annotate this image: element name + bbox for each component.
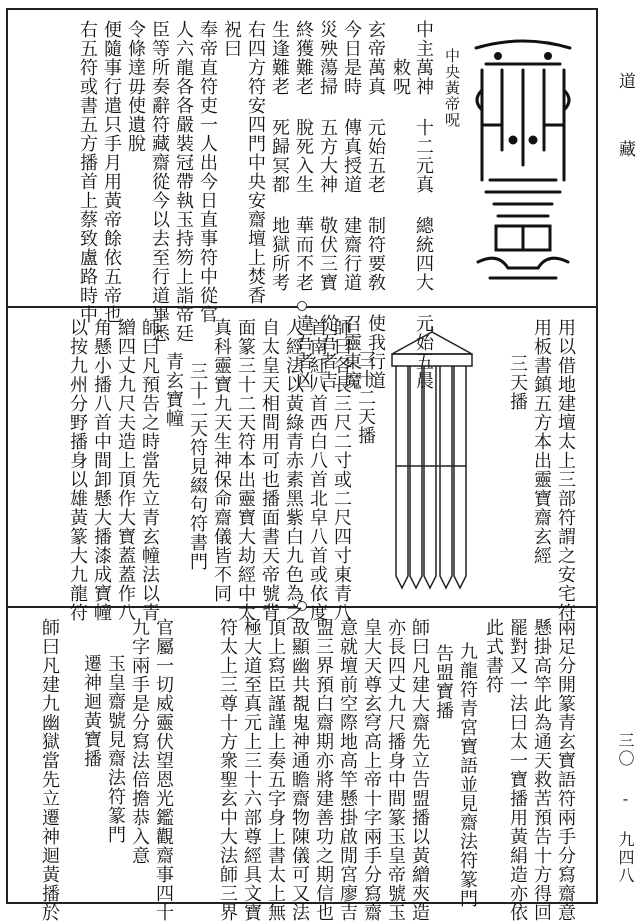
banner-drawing	[384, 326, 480, 596]
page-number: 三〇 - 九四八	[616, 732, 635, 885]
text-column: 終獲難老 脫死入生 華而不老 違吾者凶	[293, 20, 314, 390]
text-column: 師曰各長三尺二寸或二尺四寸東青八	[331, 318, 352, 622]
text-column: 頂上寫臣謹謹上奏五字身上書太上無	[265, 618, 286, 922]
text-column: 亦長四丈九尺播身中間篆玉皇帝號玉	[385, 618, 406, 922]
text-column: 師曰凡預告之時當先立青玄幢法以青	[139, 318, 160, 622]
text-column: 罷對又一法曰太一寶播用黃絹造亦依	[507, 618, 528, 922]
text-column: 故顯幽共覩鬼神通瞻齋物陳儀可又法	[289, 618, 310, 922]
text-column: 兩足分開篆青玄寶語符兩手分寫齋意	[555, 618, 576, 922]
text-column: 懸掛高竿此為通天救苦預告十方得回	[531, 618, 552, 922]
text-column: 師曰凡建九幽獄當先立遷神迴黃播於	[39, 618, 60, 922]
text-column: 遷神迴黃寶播	[81, 654, 102, 768]
text-column: 玄帝萬真 元始五老 制符要敎 使我行道	[365, 20, 386, 390]
text-column: 師曰凡建大齋先立告盟播以黃繒夾造	[409, 618, 430, 922]
text-column: 用以借地建壇太上三部符謂之安宅符	[555, 318, 576, 622]
text-column: 以按九州分野播身以雄黃篆大九龍符	[67, 318, 88, 622]
text-column: 官屬一切威靈伏望恩光鑑觀齋事四十	[153, 618, 174, 922]
text-column: 三十二天符見綴句符書門	[187, 362, 208, 571]
text-column: 告盟寶播	[433, 644, 454, 720]
text-column: 祝曰	[221, 20, 242, 58]
text-column: 皇大天尊玄穹高上帝十字兩手分寫齋	[361, 618, 382, 922]
collection-name-second: 藏	[615, 140, 635, 171]
text-column: 真科靈寶九天生神保命齋儀皆不同	[211, 318, 232, 603]
text-column: 中主萬神 十二元真 總統四大 元始五晨	[413, 20, 434, 390]
text-column: 右五符或書五方播首上蔡致盧路時中	[77, 20, 98, 324]
text-column: 奉帝直符吏一人出今日直事符中從官	[197, 20, 218, 324]
text-column: 臣等所奏辭符藏齋從今以去至行道畢悉	[149, 20, 170, 343]
text-column: 用板書鎮五方本出靈寶齋玄經	[531, 318, 552, 565]
text-column: 自太皇天相間用可也播面書天帝號背	[259, 318, 280, 622]
text-column: 三天播	[507, 354, 528, 411]
text-column: 人經法以黃綠青赤素黑紫白九色為之	[283, 318, 304, 622]
text-column: 盟三界預白齋期亦將建善功之期信也	[313, 618, 334, 922]
text-column: 符太上三尊十方衆聖玄中大法師三界	[217, 618, 238, 922]
text-column: 便隨事行遣只手月用黃帝餘依五帝也	[101, 20, 122, 324]
text-column: 意就壇前空際地高竿懸掛啟閒宮廖吉	[337, 618, 358, 922]
text-column: 極大道至真元上三十六部尊經具文寶	[241, 618, 262, 922]
text-column: 災殃蕩掃 五方大神 敬伏三寶 從吾者吉	[317, 20, 338, 390]
text-column: 首南紅八首西白八首北皁八首或依度	[307, 318, 328, 622]
text-column: 此式書符	[483, 618, 504, 694]
text-column: 角懸小播八首中間卸懸大播漆成寶幢	[91, 318, 112, 622]
text-column: 人六龍各各嚴裝冠帶執玉持笏上詣帝廷	[173, 20, 194, 343]
text-column: 三十二天播	[355, 350, 376, 445]
banner-illustration	[384, 326, 480, 596]
text-column: 青玄寶幢	[163, 352, 184, 428]
seal-script-talisman	[468, 30, 578, 285]
text-column: 敕呪	[390, 58, 411, 96]
text-column: 生逢難老 死歸冥都 地獄所考	[269, 20, 290, 292]
text-column: 九龍符青宮寶語並見齋法符篆門	[457, 642, 478, 908]
collection-name: 道	[615, 72, 635, 103]
talisman-caption: 中央黃帝呪	[443, 48, 461, 128]
text-column: 繒四丈九尺夫造上頂作大寶蓋蓋作八	[115, 318, 136, 622]
talisman-drawing	[468, 30, 578, 285]
text-column: 面篆三十二天符本出靈寶大劫經中太	[235, 318, 256, 622]
text-column: 九字兩手是分寫法倍擔恭入意	[129, 618, 150, 865]
text-column: 右四方符安四門中央安齋壇上焚香	[245, 20, 266, 305]
text-column: 今日是時 傳真授道 建齋行道 召靈東魔	[341, 20, 362, 390]
text-column: 令條達毋使遺脫	[125, 20, 146, 153]
text-column: 玉皇齋號見齋法符篆門	[105, 654, 126, 844]
